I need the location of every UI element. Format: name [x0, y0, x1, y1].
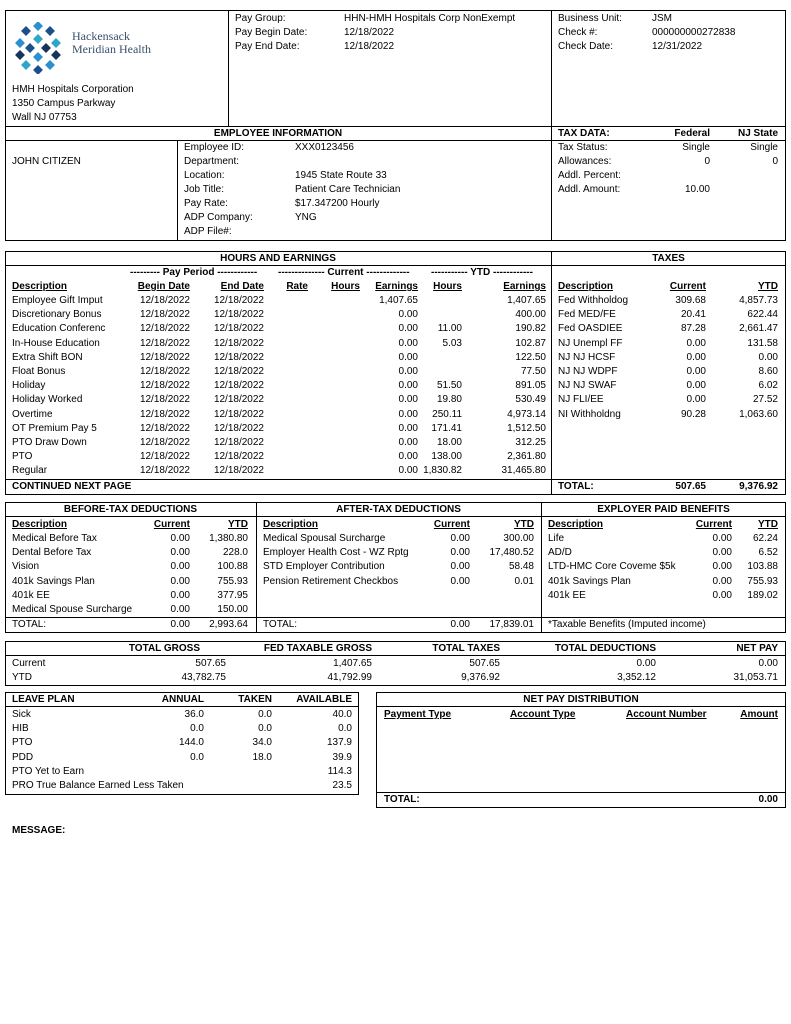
before-tax-col-header: Description: [12, 519, 68, 530]
earning-cell: 12/18/2022: [213, 323, 264, 335]
employer-footnote: *Taxable Benefits (Imputed income): [548, 619, 706, 630]
pay-begin-label: Pay Begin Date:: [235, 27, 308, 38]
tax-data-federal-header: Federal: [674, 128, 710, 139]
leave-cell: 40.0: [332, 709, 352, 720]
before-tax-description: Vision: [12, 561, 40, 573]
leave-type: HIB: [12, 723, 29, 735]
summary-cell: 41,792.99: [327, 672, 372, 683]
tax-cell: 0.00: [758, 351, 778, 363]
tax-description: NJ NJ HCSF: [558, 351, 616, 363]
after-tax-cell: 300.00: [503, 533, 534, 544]
employer-description: AD/D: [548, 547, 572, 559]
before-tax-col-header: YTD: [228, 519, 248, 530]
earning-cell: 0.00: [398, 351, 418, 363]
earning-cell: 12/18/2022: [139, 323, 190, 335]
hmh-logo-icon: [12, 22, 64, 74]
before-tax-title: BEFORE-TAX DEDUCTIONS: [63, 504, 198, 515]
earning-description: Holiday Worked: [12, 394, 83, 406]
employer-cell: 189.02: [747, 589, 778, 601]
after-tax-description: Employer Health Cost - WZ Rptg: [263, 547, 409, 559]
employer-paid-title: EXPLOYER PAID BENEFITS: [597, 504, 730, 515]
before-tax-col-header: Current: [153, 519, 190, 530]
summary-cell: 1,407.65: [333, 658, 372, 669]
after-tax-total-current: 0.00: [450, 619, 470, 630]
pay-begin-value: 12/18/2022: [344, 27, 395, 38]
logo-dot: [33, 34, 43, 44]
earning-cell: 12/18/2022: [139, 465, 190, 477]
summary-cell: 3,352.12: [617, 672, 656, 683]
tax-data-label: Tax Status:: [558, 142, 608, 153]
employer-cell: 0.00: [712, 533, 732, 544]
tax-data-federal: Single: [682, 142, 710, 153]
taxes-total-label: TOTAL:: [558, 481, 594, 492]
summary-cell: 507.65: [469, 658, 500, 669]
earning-cell: 77.50: [520, 366, 546, 377]
earning-cell: 891.05: [515, 380, 546, 392]
earning-description: PTO: [12, 451, 33, 463]
tax-cell: 0.00: [686, 380, 706, 392]
hours-col-header: Begin Date: [137, 281, 190, 292]
tax-data-title: TAX DATA:: [558, 128, 610, 139]
employee-field-value: XXX0123456: [295, 142, 354, 153]
summary-row-label: Current: [12, 658, 46, 669]
tax-cell: 0.00: [686, 366, 706, 377]
leave-cell: 144.0: [178, 737, 204, 749]
before-tax-description: 401k Savings Plan: [12, 575, 95, 587]
after-tax-description: Pension Retirement Checkbos: [263, 575, 399, 587]
leave-cell: 23.5: [332, 780, 352, 791]
leave-type: PTO Yet to Earn: [12, 765, 85, 777]
earning-cell: 12/18/2022: [139, 309, 190, 321]
tax-data-label: Addl. Amount:: [558, 184, 621, 195]
company-name: HMH Hospitals Corporation: [12, 84, 134, 95]
leave-type: PTO: [12, 737, 33, 749]
taxes-col-header: Current: [669, 281, 706, 292]
after-tax-col-header: Current: [433, 519, 470, 530]
amount-header: Amount: [740, 709, 778, 720]
summary-col-header: NET PAY: [736, 643, 778, 654]
tax-cell: 6.02: [758, 380, 778, 392]
after-tax-description: STD Employer Contribution: [263, 561, 385, 573]
leave-type: PDD: [12, 751, 34, 763]
earning-cell: 12/18/2022: [213, 295, 264, 306]
after-tax-cell: 0.01: [514, 575, 534, 587]
after-tax-col-header: YTD: [514, 519, 534, 530]
summary-cell: 507.65: [195, 658, 226, 669]
earning-cell: 12/18/2022: [213, 366, 264, 377]
leave-col-header: TAKEN: [238, 694, 272, 705]
after-tax-title: AFTER-TAX DEDUCTIONS: [336, 504, 461, 515]
employee-field-label: ADP File#:: [184, 226, 232, 237]
tax-description: NI Withholdng: [558, 408, 621, 420]
leave-cell: 114.3: [327, 765, 352, 777]
leave-col-header: LEAVE PLAN: [12, 694, 75, 705]
summary-col-header: TOTAL GROSS: [128, 643, 200, 654]
tax-cell: 0.00: [686, 394, 706, 406]
before-tax-cell: 228.0: [222, 547, 248, 559]
leave-cell: 0.0: [258, 709, 272, 720]
earning-description: Extra Shift BON: [12, 351, 83, 363]
earning-cell: 1,512.50: [507, 422, 546, 434]
employee-field-label: Location:: [184, 170, 225, 181]
summary-row-label: YTD: [12, 672, 32, 683]
leave-cell: 0.0: [190, 751, 204, 763]
employee-field-label: Employee ID:: [184, 142, 245, 153]
earning-cell: 12/18/2022: [139, 380, 190, 392]
before-tax-description: Medical Spouse Surcharge: [12, 604, 133, 615]
tax-description: NJ Unempl FF: [558, 337, 623, 349]
before-tax-cell: 0.00: [170, 575, 190, 587]
continued-next-page: CONTINUED NEXT PAGE: [12, 481, 132, 492]
logo-text-line1: Hackensack: [72, 29, 130, 43]
earning-cell: 0.00: [398, 437, 418, 448]
earning-cell: 122.50: [515, 351, 546, 363]
taxes-col-header: YTD: [758, 281, 778, 292]
logo-dot: [15, 38, 25, 48]
summary-col-header: TOTAL DEDUCTIONS: [554, 643, 656, 654]
earning-cell: 0.00: [398, 309, 418, 321]
leave-cell: 36.0: [184, 709, 204, 720]
earning-description: Employee Gift Imput: [12, 295, 103, 306]
before-tax-total-ytd: 2,993.64: [209, 619, 248, 630]
leave-cell: 39.9: [332, 751, 352, 763]
after-tax-cell: 0.00: [450, 547, 470, 559]
earning-cell: 530.49: [515, 394, 546, 406]
earning-cell: 12/18/2022: [213, 408, 264, 420]
before-tax-cell: 1,380.80: [209, 533, 248, 544]
earning-cell: 12/18/2022: [213, 309, 264, 321]
employer-cell: 103.88: [747, 561, 778, 573]
earning-cell: 12/18/2022: [139, 337, 190, 349]
logo-dot: [51, 50, 61, 60]
tax-description: Fed Withholdog: [558, 295, 629, 306]
tax-cell: 27.52: [752, 394, 778, 406]
pay-group-value: HHN-HMH Hospitals Corp NonExempt: [344, 13, 516, 24]
account-type-header: Account Type: [510, 709, 576, 720]
earning-cell: 12/18/2022: [213, 351, 264, 363]
tax-data-federal: 0: [704, 156, 710, 167]
check-number-label: Check #:: [558, 27, 598, 38]
earning-cell: 250.11: [432, 408, 462, 420]
after-tax-col-header: Description: [263, 519, 319, 530]
employer-cell: 755.93: [747, 575, 778, 587]
employer-cell: 62.24: [752, 533, 778, 544]
before-tax-description: Dental Before Tax: [12, 547, 92, 559]
check-date-value: 12/31/2022: [652, 41, 703, 52]
logo-dot: [33, 22, 43, 31]
tax-data-federal: 10.00: [684, 184, 710, 195]
earning-cell: 31,465.80: [501, 465, 546, 477]
logo-dot: [21, 26, 31, 36]
summary-cell: 0.00: [758, 658, 778, 669]
earning-cell: 312.25: [515, 437, 546, 448]
employee-field-value: Patient Care Technician: [295, 184, 401, 195]
earning-cell: 0.00: [398, 408, 418, 420]
earning-cell: 0.00: [398, 337, 418, 349]
earning-cell: 102.87: [515, 337, 546, 349]
tax-cell: 0.00: [686, 351, 706, 363]
tax-cell: 622.44: [747, 309, 778, 321]
before-tax-cell: 150.00: [217, 604, 248, 615]
earning-cell: 12/18/2022: [139, 437, 190, 448]
earning-cell: 4,973.14: [507, 408, 546, 420]
message-label: MESSAGE:: [12, 825, 66, 836]
tax-cell: 8.60: [758, 366, 778, 377]
business-unit-value: JSM: [652, 13, 672, 24]
leave-col-header: ANNUAL: [161, 694, 204, 705]
before-tax-cell: 0.00: [170, 589, 190, 601]
earning-cell: 11.00: [437, 323, 462, 335]
leave-col-header: AVAILABLE: [296, 694, 352, 705]
leave-cell: 137.9: [326, 737, 352, 749]
check-number-value: 000000000272838: [652, 27, 736, 38]
after-tax-cell: 0.00: [450, 575, 470, 587]
logo-dot: [45, 26, 55, 36]
tax-cell: 2,661.47: [739, 323, 778, 335]
before-tax-cell: 0.00: [170, 547, 190, 559]
earning-cell: 0.00: [398, 465, 418, 477]
leave-type: Sick: [12, 709, 31, 720]
summary-col-header: TOTAL TAXES: [432, 643, 500, 654]
tax-data-state: Single: [750, 142, 778, 153]
earning-cell: 12/18/2022: [213, 380, 264, 392]
earning-cell: 12/18/2022: [213, 451, 264, 463]
tax-cell: 20.41: [680, 309, 706, 321]
tax-cell: 0.00: [686, 337, 706, 349]
earning-cell: 12/18/2022: [139, 394, 190, 406]
earning-description: PTO Draw Down: [12, 437, 87, 448]
pay-end-value: 12/18/2022: [344, 41, 395, 52]
before-tax-cell: 377.95: [217, 589, 248, 601]
earning-cell: 1,407.65: [379, 295, 418, 306]
taxes-title: TAXES: [652, 253, 685, 264]
tax-cell: 131.58: [747, 337, 778, 349]
leave-cell: 34.0: [252, 737, 272, 749]
employer-col-header: Current: [695, 519, 732, 530]
earning-cell: 51.50: [436, 380, 462, 392]
employee-name: JOHN CITIZEN: [12, 156, 81, 167]
company-address-1: 1350 Campus Parkway: [12, 98, 116, 109]
business-unit-label: Business Unit:: [558, 13, 622, 24]
summary-cell: 31,053.71: [733, 672, 778, 683]
after-tax-description: Medical Spousal Surcharge: [263, 533, 386, 544]
earning-cell: 0.00: [398, 422, 418, 434]
employer-col-header: Description: [548, 519, 604, 530]
employee-field-value: $17.347200 Hourly: [295, 198, 380, 209]
earning-cell: 0.00: [398, 380, 418, 392]
logo-text-line2: Meridian Health: [72, 42, 151, 56]
earning-cell: 0.00: [398, 451, 418, 463]
employer-cell: 0.00: [712, 547, 732, 559]
logo-dot: [51, 38, 61, 48]
hours-col-header: Earnings: [503, 281, 546, 292]
hours-earnings-title: HOURS AND EARNINGS: [220, 253, 336, 264]
tax-data-label: Allowances:: [558, 156, 612, 167]
employee-field-label: ADP Company:: [184, 212, 253, 223]
earning-cell: 0.00: [398, 323, 418, 335]
taxes-total-ytd: 9,376.92: [739, 481, 778, 492]
earning-cell: 12/18/2022: [139, 451, 190, 463]
earning-cell: 12/18/2022: [213, 337, 264, 349]
employer-description: 401k Savings Plan: [548, 575, 631, 587]
tax-description: Fed MED/FE: [558, 309, 616, 321]
earning-cell: 12/18/2022: [213, 465, 264, 477]
summary-cell: 9,376.92: [461, 672, 500, 683]
earning-cell: 1,830.82: [423, 465, 462, 477]
before-tax-cell: 0.00: [170, 533, 190, 544]
earning-cell: 5.03: [442, 337, 462, 349]
hours-col-header: Rate: [286, 281, 308, 292]
earning-cell: 171.41: [431, 422, 462, 434]
company-address-2: Wall NJ 07753: [12, 112, 77, 123]
earning-cell: 0.00: [398, 366, 418, 377]
tax-cell: 87.28: [680, 323, 706, 335]
hours-col-header: Earnings: [375, 281, 418, 292]
after-tax-total-label: TOTAL:: [263, 619, 298, 630]
employee-field-label: Department:: [184, 156, 240, 167]
hours-col-header: Description: [12, 281, 68, 292]
tax-description: NJ NJ SWAF: [558, 380, 617, 392]
before-tax-description: Medical Before Tax: [12, 533, 97, 544]
account-number-header: Account Number: [626, 709, 707, 720]
employee-field-label: Pay Rate:: [184, 198, 228, 209]
leave-cell: 0.0: [190, 723, 204, 735]
employer-col-header: YTD: [758, 519, 778, 530]
hours-col-header: End Date: [220, 281, 264, 292]
summary-cell: 0.00: [636, 658, 656, 669]
group-ytd: ----------- YTD ------------: [431, 267, 533, 278]
earning-cell: 12/18/2022: [139, 366, 190, 377]
before-tax-cell: 0.00: [170, 604, 190, 615]
tax-cell: 4,857.73: [739, 295, 778, 306]
logo-dot: [45, 60, 55, 70]
employee-info-title: EMPLOYEE INFORMATION: [213, 128, 343, 139]
tax-data-label: Addl. Percent:: [558, 170, 621, 181]
employer-cell: 0.00: [712, 589, 732, 601]
after-tax-cell: 17,480.52: [489, 547, 534, 559]
logo-dot: [25, 43, 35, 53]
hours-col-header: Hours: [433, 281, 462, 292]
earning-cell: 18.00: [436, 437, 462, 448]
logo-dot: [15, 50, 25, 60]
before-tax-cell: 0.00: [170, 561, 190, 573]
pay-end-label: Pay End Date:: [235, 41, 300, 52]
net-pay-title: NET PAY DISTRIBUTION: [523, 694, 639, 705]
earning-cell: 12/18/2022: [139, 351, 190, 363]
tax-description: NJ NJ WDPF: [558, 366, 618, 377]
net-pay-total-label: TOTAL:: [384, 794, 420, 805]
earning-cell: 12/18/2022: [213, 437, 264, 448]
before-tax-cell: 100.88: [217, 561, 248, 573]
summary-cell: 43,782.75: [181, 672, 226, 683]
employee-field-value: 1945 State Route 33: [295, 170, 387, 181]
group-pay-period: --------- Pay Period ------------: [130, 267, 258, 278]
earning-cell: 1,407.65: [507, 295, 546, 306]
check-date-label: Check Date:: [558, 41, 614, 52]
tax-description: NJ FLI/EE: [558, 394, 604, 406]
employer-cell: 0.00: [712, 575, 732, 587]
summary-col-header: FED TAXABLE GROSS: [263, 643, 372, 654]
after-tax-total-ytd: 17,839.01: [489, 619, 534, 630]
leave-cell: 0.0: [338, 723, 352, 735]
earning-description: Holiday: [12, 380, 46, 392]
earning-cell: 190.82: [515, 323, 546, 335]
logo-dot: [33, 52, 43, 62]
employer-cell: 0.00: [712, 561, 732, 573]
leave-cell: 18.0: [252, 751, 272, 763]
earning-cell: 12/18/2022: [139, 422, 190, 434]
earning-cell: 12/18/2022: [139, 295, 190, 306]
before-tax-total-label: TOTAL:: [12, 619, 47, 630]
net-pay-total-value: 0.00: [758, 794, 778, 805]
earning-cell: 19.80: [436, 394, 462, 406]
before-tax-cell: 755.93: [217, 575, 248, 587]
employer-description: LTD-HMC Core Coveme $5k: [548, 561, 676, 573]
pay-group-label: Pay Group:: [235, 13, 286, 24]
employer-description: 401k EE: [548, 589, 586, 601]
before-tax-total-current: 0.00: [170, 619, 190, 630]
earning-cell: 2,361.80: [507, 451, 546, 463]
earning-cell: 0.00: [398, 394, 418, 406]
earning-description: In-House Education: [12, 337, 100, 349]
earning-cell: 12/18/2022: [213, 422, 264, 434]
hours-col-header: Hours: [331, 281, 360, 292]
tax-data-state-header: NJ State: [737, 128, 778, 139]
logo-dot: [41, 43, 51, 53]
employer-cell: 6.52: [758, 547, 778, 559]
tax-cell: 309.68: [675, 295, 706, 306]
earning-description: Regular: [12, 465, 48, 477]
employee-field-value: YNG: [295, 212, 317, 223]
tax-data-state: 0: [772, 156, 778, 167]
tax-cell: 1,063.60: [739, 408, 778, 420]
logo-dot: [21, 60, 31, 70]
employee-field-label: Job Title:: [184, 184, 225, 195]
payment-type-header: Payment Type: [384, 709, 452, 720]
group-current: -------------- Current -------------: [278, 267, 410, 278]
before-tax-description: 401k EE: [12, 589, 50, 601]
taxes-total-current: 507.65: [675, 481, 706, 492]
earning-cell: 400.00: [515, 309, 546, 321]
tax-cell: 90.28: [680, 408, 706, 420]
after-tax-cell: 0.00: [450, 533, 470, 544]
logo-dot: [33, 65, 43, 74]
after-tax-cell: 58.48: [508, 561, 534, 573]
earning-description: OT Premium Pay 5: [12, 422, 97, 434]
earning-description: Discretionary Bonus: [12, 309, 102, 321]
tax-description: Fed OASDIEE: [558, 323, 623, 335]
earning-description: Float Bonus: [12, 366, 66, 377]
earning-cell: 138.00: [431, 451, 462, 463]
earning-cell: 12/18/2022: [213, 394, 264, 406]
after-tax-cell: 0.00: [450, 561, 470, 573]
taxes-col-header: Description: [558, 281, 614, 292]
earning-description: Overtime: [12, 408, 53, 420]
leave-type: PRO True Balance Earned Less Taken: [12, 780, 184, 791]
earning-cell: 12/18/2022: [139, 408, 190, 420]
leave-cell: 0.0: [258, 723, 272, 735]
earning-description: Education Conferenc: [12, 323, 106, 335]
employer-description: Life: [548, 533, 565, 544]
